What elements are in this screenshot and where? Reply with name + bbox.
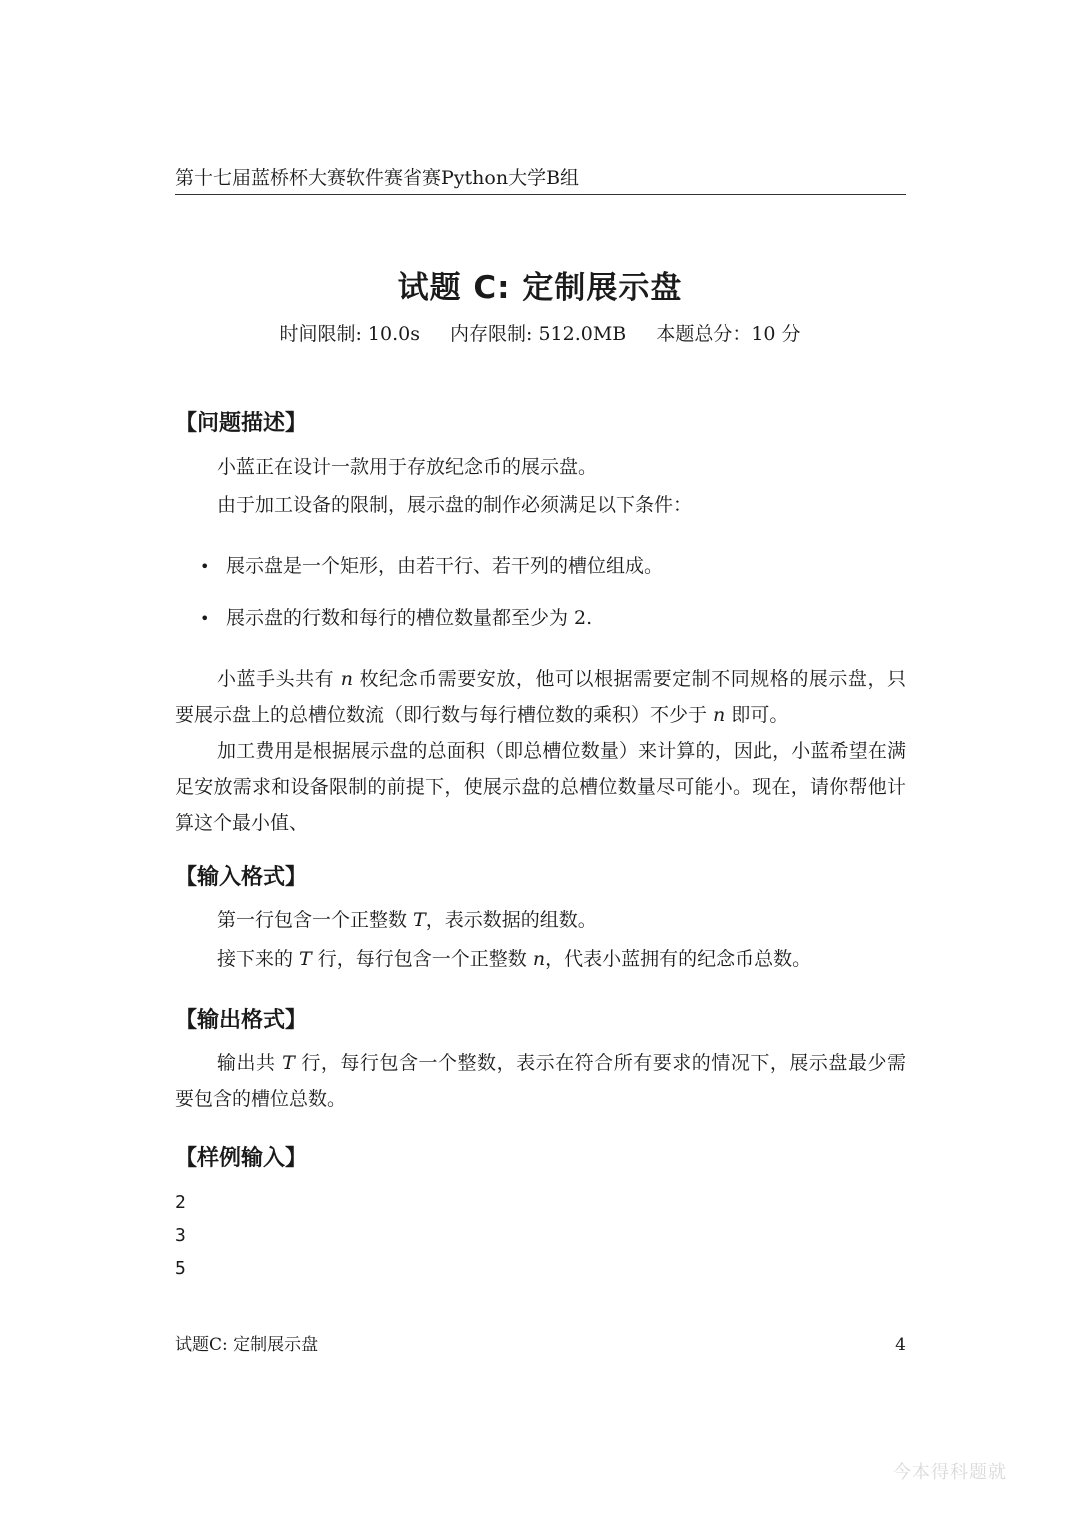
sample-input-line: 2: [175, 1192, 186, 1213]
variable-n: n: [340, 668, 354, 690]
variable-n: n: [532, 948, 546, 970]
variable-T: T: [299, 948, 312, 970]
sample-input-line: 5: [175, 1258, 186, 1279]
description-heading: 【问题描述】: [175, 411, 308, 436]
input-format-line-2: 接下来的 T 行，每行包含一个正整数 n，代表小蓝拥有的纪念币总数。: [217, 948, 812, 970]
sample-input-heading: 【样例输入】: [175, 1146, 308, 1171]
running-footer-title: 试题C: 定制展示盘: [175, 1335, 319, 1355]
time-limit: 时间限制: 10.0s: [279, 323, 420, 345]
sample-input-block: [175, 1186, 186, 1285]
description-paragraph-4: 加工费用是根据展示盘的总面积（即总槽位数量）来计算的，因此，小蓝希望在满足安放需求和设备限制的前提下，使展示盘的总槽位数量尽可能小。现在，请你帮他计算这个最小值、: [175, 740, 906, 834]
condition-text-1: 展示盘是一个矩形，由若干行、若干列的槽位组成。: [226, 555, 664, 577]
variable-T: T: [282, 1052, 295, 1074]
running-header: 第十七届蓝桥杯大赛软件赛省赛Python大学B组: [175, 164, 906, 195]
condition-bullet-2: [200, 603, 592, 634]
page-number: 4: [895, 1335, 906, 1355]
problem-limits: [0, 319, 1080, 349]
watermark: 今本得科题就: [893, 1462, 1007, 1483]
condition-bullet-1: [200, 551, 663, 582]
description-line-1: 小蓝正在设计一款用于存放纪念币的展示盘。: [217, 456, 598, 478]
output-format-paragraph: 输出共 T 行，每行包含一个整数，表示在符合所有要求的情况下，展示盘最少需要包含的槽位总数。: [175, 1052, 906, 1110]
description-line-2: 由于加工设备的限制，展示盘的制作必须满足以下条件：: [217, 494, 693, 516]
condition-text-2: 展示盘的行数和每行的槽位数量都至少为 2.: [226, 607, 593, 629]
problem-title: 试题 C: 定制展示盘: [397, 270, 683, 306]
memory-limit: 内存限制: 512.0MB: [450, 323, 627, 345]
input-format-heading: 【输入格式】: [175, 865, 308, 890]
variable-n: n: [713, 704, 726, 726]
bullet-dot-icon: •: [200, 609, 210, 628]
variable-T: T: [413, 909, 426, 931]
output-format-heading: 【输出格式】: [175, 1008, 308, 1033]
total-score: 本题总分：10 分: [656, 323, 801, 345]
bullet-dot-icon: •: [200, 557, 210, 576]
input-format-line-1: 第一行包含一个正整数 T，表示数据的组数。: [217, 909, 597, 931]
description-paragraph-3: 小蓝手头共有 n 枚纪念币需要安放，他可以根据需要定制不同规格的展示盘，只要展示盘上的总槽位数流（即行数与每行槽位数的乘积）不少于 n 即可。: [175, 668, 906, 726]
sample-input-line: 3: [175, 1225, 186, 1246]
